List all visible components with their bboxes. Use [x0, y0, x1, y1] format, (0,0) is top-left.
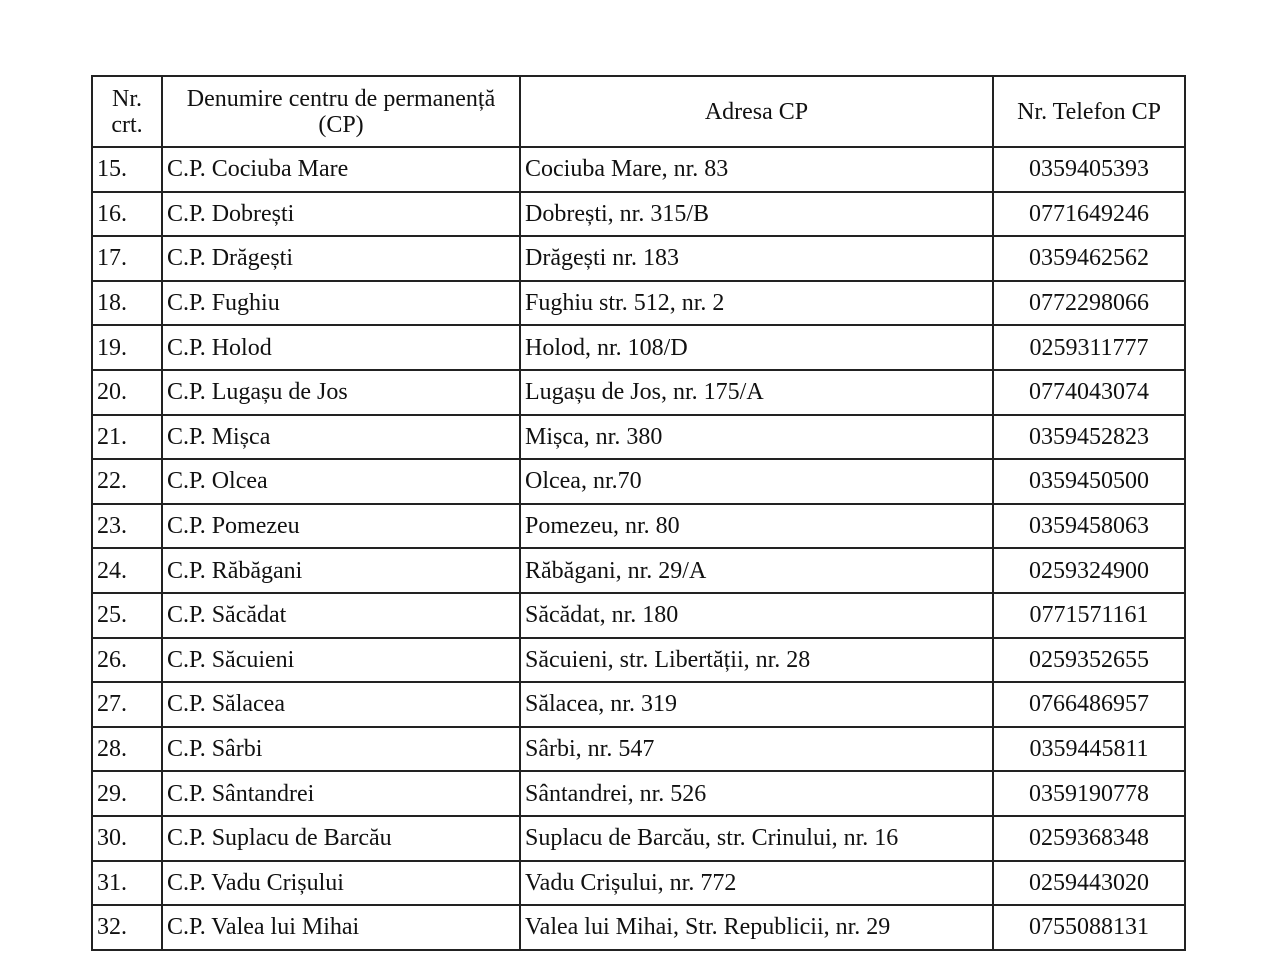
- phone-number: 0359450500: [993, 459, 1185, 504]
- address: Fughiu str. 512, nr. 2: [520, 281, 993, 326]
- address: Sălacea, nr. 319: [520, 682, 993, 727]
- center-name: C.P. Cociuba Mare: [162, 147, 520, 192]
- phone-number: 0259352655: [993, 638, 1185, 683]
- table-row: [92, 727, 1185, 772]
- table-row: [92, 771, 1185, 816]
- center-name: C.P. Săcădat: [162, 593, 520, 638]
- phone-number: 0771649246: [993, 192, 1185, 237]
- phone-number: 0359405393: [993, 147, 1185, 192]
- row-number: 16.: [92, 192, 162, 237]
- phone-number: 0359462562: [993, 236, 1185, 281]
- phone-number: 0766486957: [993, 682, 1185, 727]
- phone-number: 0772298066: [993, 281, 1185, 326]
- table-row: [92, 415, 1185, 460]
- table-row: [92, 147, 1185, 192]
- address: Sântandrei, nr. 526: [520, 771, 993, 816]
- row-number: 28.: [92, 727, 162, 772]
- address: Dobrești, nr. 315/B: [520, 192, 993, 237]
- address: Săcuieni, str. Libertății, nr. 28: [520, 638, 993, 683]
- center-name: C.P. Holod: [162, 325, 520, 370]
- phone-number: 0771571161: [993, 593, 1185, 638]
- table-row: [92, 861, 1185, 906]
- row-number: 21.: [92, 415, 162, 460]
- permanence-centers-table: [91, 75, 1186, 951]
- address: Suplacu de Barcău, str. Crinului, nr. 16: [520, 816, 993, 861]
- center-name: C.P. Dobrești: [162, 192, 520, 237]
- header-center-name: Denumire centru de permanență (CP): [162, 76, 520, 147]
- center-name: C.P. Valea lui Mihai: [162, 905, 520, 950]
- phone-number: 0359458063: [993, 504, 1185, 549]
- address: Olcea, nr.70: [520, 459, 993, 504]
- row-number: 15.: [92, 147, 162, 192]
- center-name: C.P. Sârbi: [162, 727, 520, 772]
- header-nr-crt: Nr. crt.: [92, 76, 162, 147]
- phone-number: 0259311777: [993, 325, 1185, 370]
- center-name: C.P. Olcea: [162, 459, 520, 504]
- center-name: C.P. Sântandrei: [162, 771, 520, 816]
- center-name: C.P. Pomezeu: [162, 504, 520, 549]
- row-number: 25.: [92, 593, 162, 638]
- address: Valea lui Mihai, Str. Republicii, nr. 29: [520, 905, 993, 950]
- table-body: [92, 147, 1185, 950]
- phone-number: 0359452823: [993, 415, 1185, 460]
- center-name: C.P. Fughiu: [162, 281, 520, 326]
- row-number: 27.: [92, 682, 162, 727]
- table-row: [92, 593, 1185, 638]
- row-number: 18.: [92, 281, 162, 326]
- center-name: C.P. Mișca: [162, 415, 520, 460]
- address: Sârbi, nr. 547: [520, 727, 993, 772]
- row-number: 24.: [92, 548, 162, 593]
- phone-number: 0259368348: [993, 816, 1185, 861]
- address: Drăgești nr. 183: [520, 236, 993, 281]
- table-row: [92, 548, 1185, 593]
- address: Săcădat, nr. 180: [520, 593, 993, 638]
- address: Holod, nr. 108/D: [520, 325, 993, 370]
- row-number: 32.: [92, 905, 162, 950]
- table-row: [92, 504, 1185, 549]
- row-number: 19.: [92, 325, 162, 370]
- table-row: [92, 638, 1185, 683]
- table-row: [92, 281, 1185, 326]
- row-number: 29.: [92, 771, 162, 816]
- center-name: C.P. Sălacea: [162, 682, 520, 727]
- table-header-row: [92, 76, 1185, 147]
- row-number: 31.: [92, 861, 162, 906]
- address: Răbăgani, nr. 29/A: [520, 548, 993, 593]
- phone-number: 0359190778: [993, 771, 1185, 816]
- center-name: C.P. Vadu Crișului: [162, 861, 520, 906]
- table-row: [92, 459, 1185, 504]
- table-row: [92, 816, 1185, 861]
- address: Pomezeu, nr. 80: [520, 504, 993, 549]
- header-address: Adresa CP: [520, 76, 993, 147]
- table-row: [92, 905, 1185, 950]
- center-name: C.P. Săcuieni: [162, 638, 520, 683]
- phone-number: 0774043074: [993, 370, 1185, 415]
- row-number: 26.: [92, 638, 162, 683]
- row-number: 17.: [92, 236, 162, 281]
- center-name: C.P. Lugașu de Jos: [162, 370, 520, 415]
- table-row: [92, 236, 1185, 281]
- phone-number: 0259324900: [993, 548, 1185, 593]
- row-number: 23.: [92, 504, 162, 549]
- table-row: [92, 325, 1185, 370]
- phone-number: 0755088131: [993, 905, 1185, 950]
- phone-number: 0359445811: [993, 727, 1185, 772]
- header-phone: Nr. Telefon CP: [993, 76, 1185, 147]
- row-number: 30.: [92, 816, 162, 861]
- phone-number: 0259443020: [993, 861, 1185, 906]
- table-row: [92, 370, 1185, 415]
- table-row: [92, 682, 1185, 727]
- center-name: C.P. Suplacu de Barcău: [162, 816, 520, 861]
- center-name: C.P. Răbăgani: [162, 548, 520, 593]
- address: Lugașu de Jos, nr. 175/A: [520, 370, 993, 415]
- address: Mișca, nr. 380: [520, 415, 993, 460]
- address: Vadu Crișului, nr. 772: [520, 861, 993, 906]
- table-row: [92, 192, 1185, 237]
- row-number: 22.: [92, 459, 162, 504]
- address: Cociuba Mare, nr. 83: [520, 147, 993, 192]
- center-name: C.P. Drăgești: [162, 236, 520, 281]
- row-number: 20.: [92, 370, 162, 415]
